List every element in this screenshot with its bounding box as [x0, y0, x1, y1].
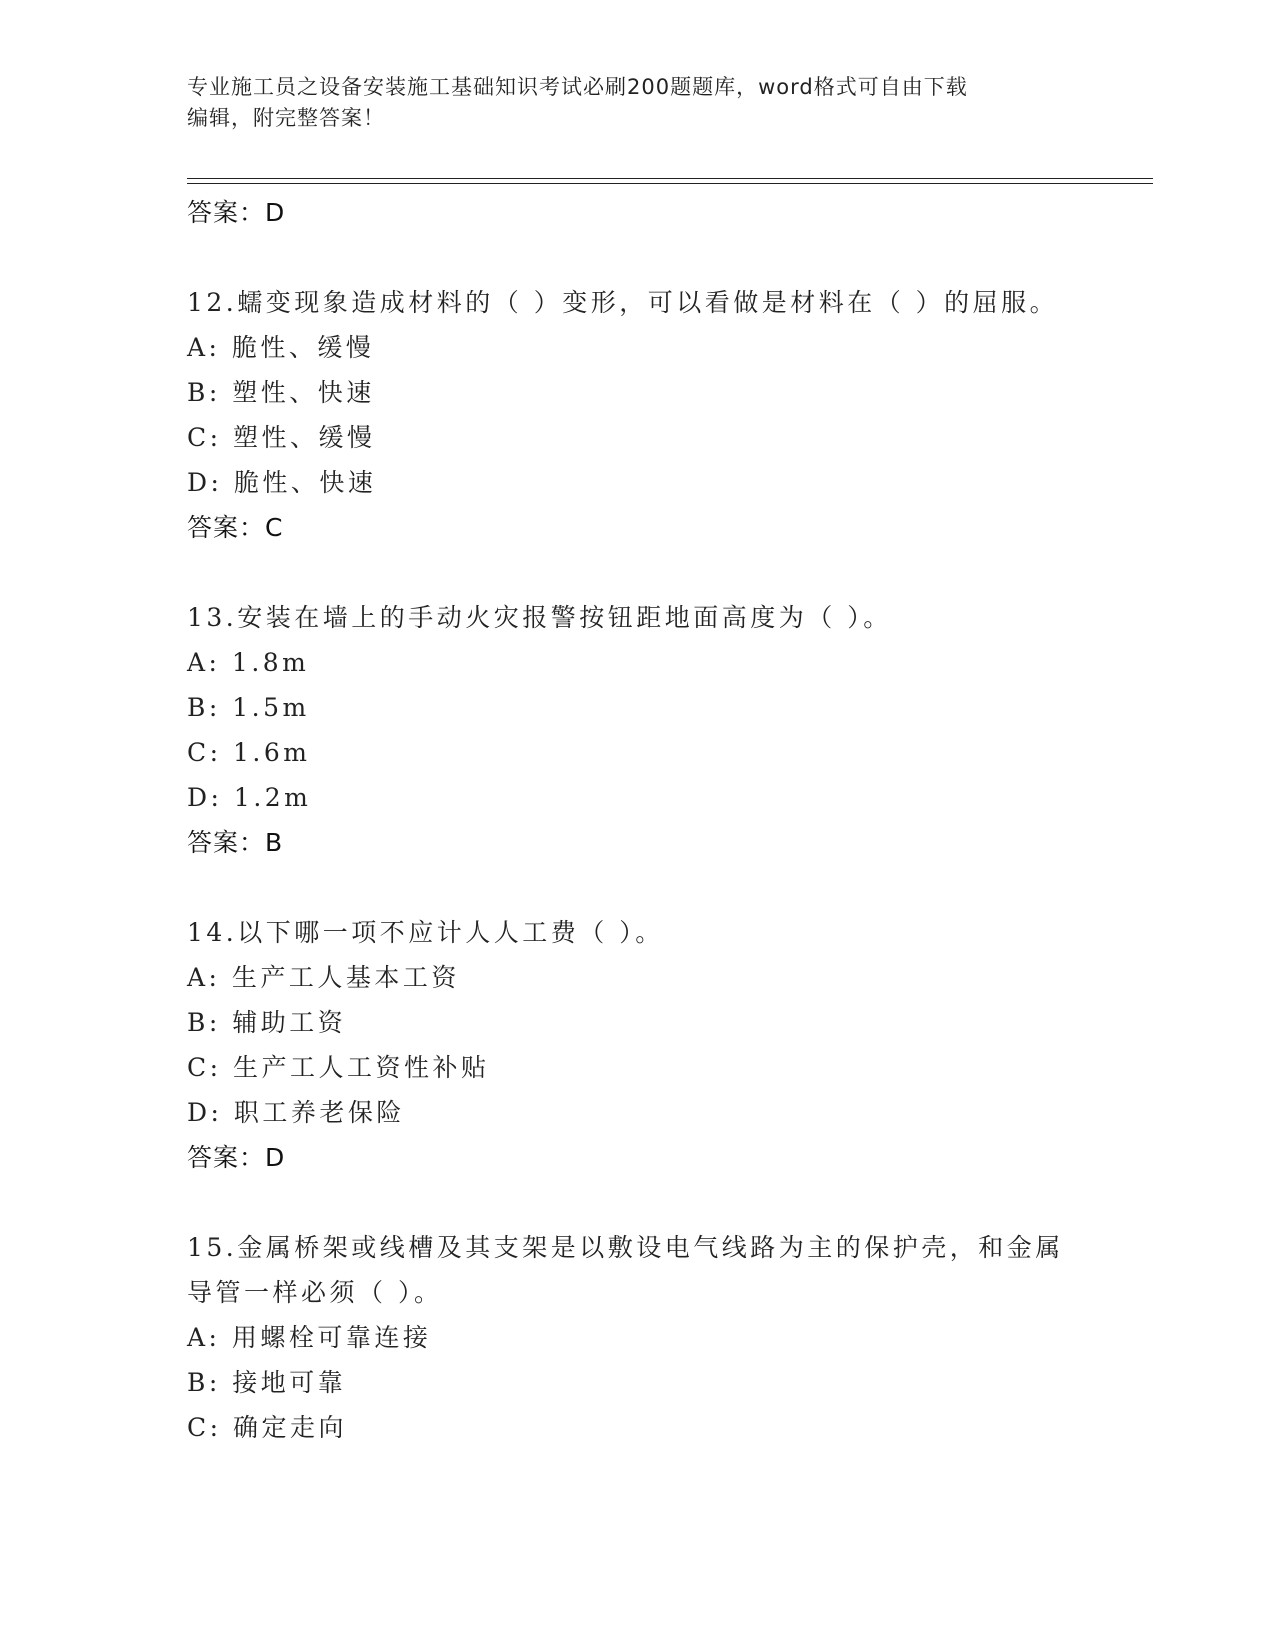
header-divider-bottom — [187, 183, 1153, 184]
option-b: B: 塑性、快速 — [187, 378, 375, 407]
answer: 答案：B — [187, 828, 284, 857]
option-a: A: 用螺栓可靠连接 — [187, 1323, 432, 1352]
question-list — [187, 190, 1127, 1450]
question-text: 14.以下哪一项不应计人人工费（ ）。 — [187, 918, 664, 947]
previous-answer: 答案：D — [187, 198, 286, 227]
option-a: A: 生产工人基本工资 — [187, 963, 460, 992]
option-c: C: 确定走向 — [187, 1413, 347, 1442]
option-b: B: 接地可靠 — [187, 1368, 347, 1397]
spacer — [187, 235, 1127, 280]
spacer — [187, 1180, 1127, 1225]
question-text-line-1: 15.金属桥架或线槽及其支架是以敷设电气线路为主的保护壳，和金属 — [187, 1233, 1064, 1262]
question-text: 12.蠕变现象造成材料的（ ）变形，可以看做是材料在（ ）的屈服。 — [187, 288, 1059, 317]
question-13 — [187, 595, 1127, 865]
question-15 — [187, 1225, 1127, 1450]
option-d: D: 职工养老保险 — [187, 1098, 405, 1127]
header-divider-top — [187, 178, 1153, 179]
question-text-line-2: 导管一样必须（ ）。 — [187, 1278, 443, 1307]
option-a: A: 脆性、缓慢 — [187, 333, 375, 362]
header-line-1: 专业施工员之设备安装施工基础知识考试必刷200题题库，word格式可自由下载 — [187, 75, 968, 99]
question-12 — [187, 280, 1127, 550]
option-c: C: 塑性、缓慢 — [187, 423, 376, 452]
answer: 答案：D — [187, 1143, 286, 1172]
option-a: A: 1.8m — [187, 648, 310, 677]
answer: 答案：C — [187, 513, 284, 542]
option-b: B: 1.5m — [187, 693, 310, 722]
spacer — [187, 550, 1127, 595]
header-line-2: 编辑，附完整答案！ — [187, 106, 385, 130]
question-14 — [187, 910, 1127, 1180]
option-b: B: 辅助工资 — [187, 1008, 347, 1037]
option-d: D: 1.2m — [187, 783, 312, 812]
option-c: C: 生产工人工资性补贴 — [187, 1053, 490, 1082]
document-header — [187, 72, 1087, 134]
option-d: D: 脆性、快速 — [187, 468, 377, 497]
spacer — [187, 865, 1127, 910]
question-text: 13.安装在墙上的手动火灾报警按钮距地面高度为（ ）。 — [187, 603, 892, 632]
option-c: C: 1.6m — [187, 738, 311, 767]
